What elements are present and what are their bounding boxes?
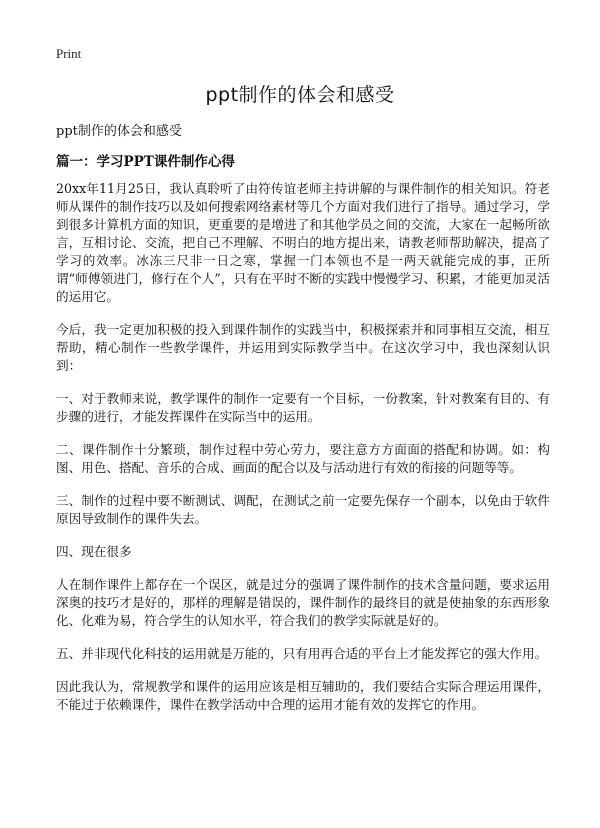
paragraph-point-3: 三、制作的过程中要不断测试、调配，在测试之前一定要先保存一个副本，以免由于软件原因导致制作的课件失去。 xyxy=(56,493,550,526)
paragraph-point-5: 五、并非现代化科技的运用就是万能的，只有用再合适的平台上才能发挥它的强大作用。 xyxy=(56,646,548,661)
paragraph-point-4-heading: 四、现在很多 xyxy=(56,544,132,559)
document-title: ppt制作的体会和感受 xyxy=(205,84,395,106)
paragraph-point-2: 二、课件制作十分繁琐，制作过程中劳心劳力，要注意方方面面的搭配和协调。如：构图、用色、搭配、音乐的合成、画面的配合以及与活动进行有效的衔接的问题等等。 xyxy=(56,442,550,475)
paragraph-intro: 20xx年11月25日，我认真聆听了由符传谊老师主持讲解的与课件制作的相关知识。符老师从课件的制作技巧以及如何搜索网络素材等几个方面对我们进行了指导。通过学习，学到很多计算机方面的知识，更重要的是增进了和其他学员之间的交流，大家在一起畅所欲言，互相讨论、交流，把自己不理解、不明白的地方提出来，请教老师帮助解决，提高了学习的效率。冰冻三尺非一日之寒，掌握一门本领也不是一两天就能完成的事，正所谓“师傅领进门，修行在个人”，只有在平时不断的实践中慢慢学习、积累，才能更加灵活的运用它。 xyxy=(56,181,550,304)
paragraph-point-1: 一、对于教师来说，教学课件的制作一定要有一个目标，一份教案，针对教案有目的、有步骤的进行，才能发挥课件在实际当中的运用。 xyxy=(56,391,550,424)
paragraph-plan: 今后，我一定更加积极的投入到课件制作的实践当中，积极探索并和同事相互交流，相互帮助，精心制作一些教学课件，并运用到实际教学当中。在这次学习中，我也深刻认识到： xyxy=(56,322,550,373)
paragraph-conclusion: 因此我认为，常规教学和课件的运用应该是相互辅助的，我们要结合实际合理运用课件，不能过于依赖课件，课件在教学活动中合理的运用才能有效的发挥它的作用。 xyxy=(56,679,550,712)
document-body xyxy=(56,180,550,729)
section-heading: 篇一：学习PPT课件制作心得 xyxy=(56,154,235,170)
document-subtitle: ppt制作的体会和感受 xyxy=(56,124,182,139)
paragraph-point-4-body: 人在制作课件上都存在一个误区，就是过分的强调了课件制作的技术含量问题，要求运用深奥的技巧才是好的，那样的理解是错误的，课件制作的最终目的就是使抽象的东西形象化、化难为易，符合学生的认知水平，符合我们的教学实际就是好的。 xyxy=(56,577,550,628)
print-link[interactable]: Print xyxy=(56,46,82,61)
